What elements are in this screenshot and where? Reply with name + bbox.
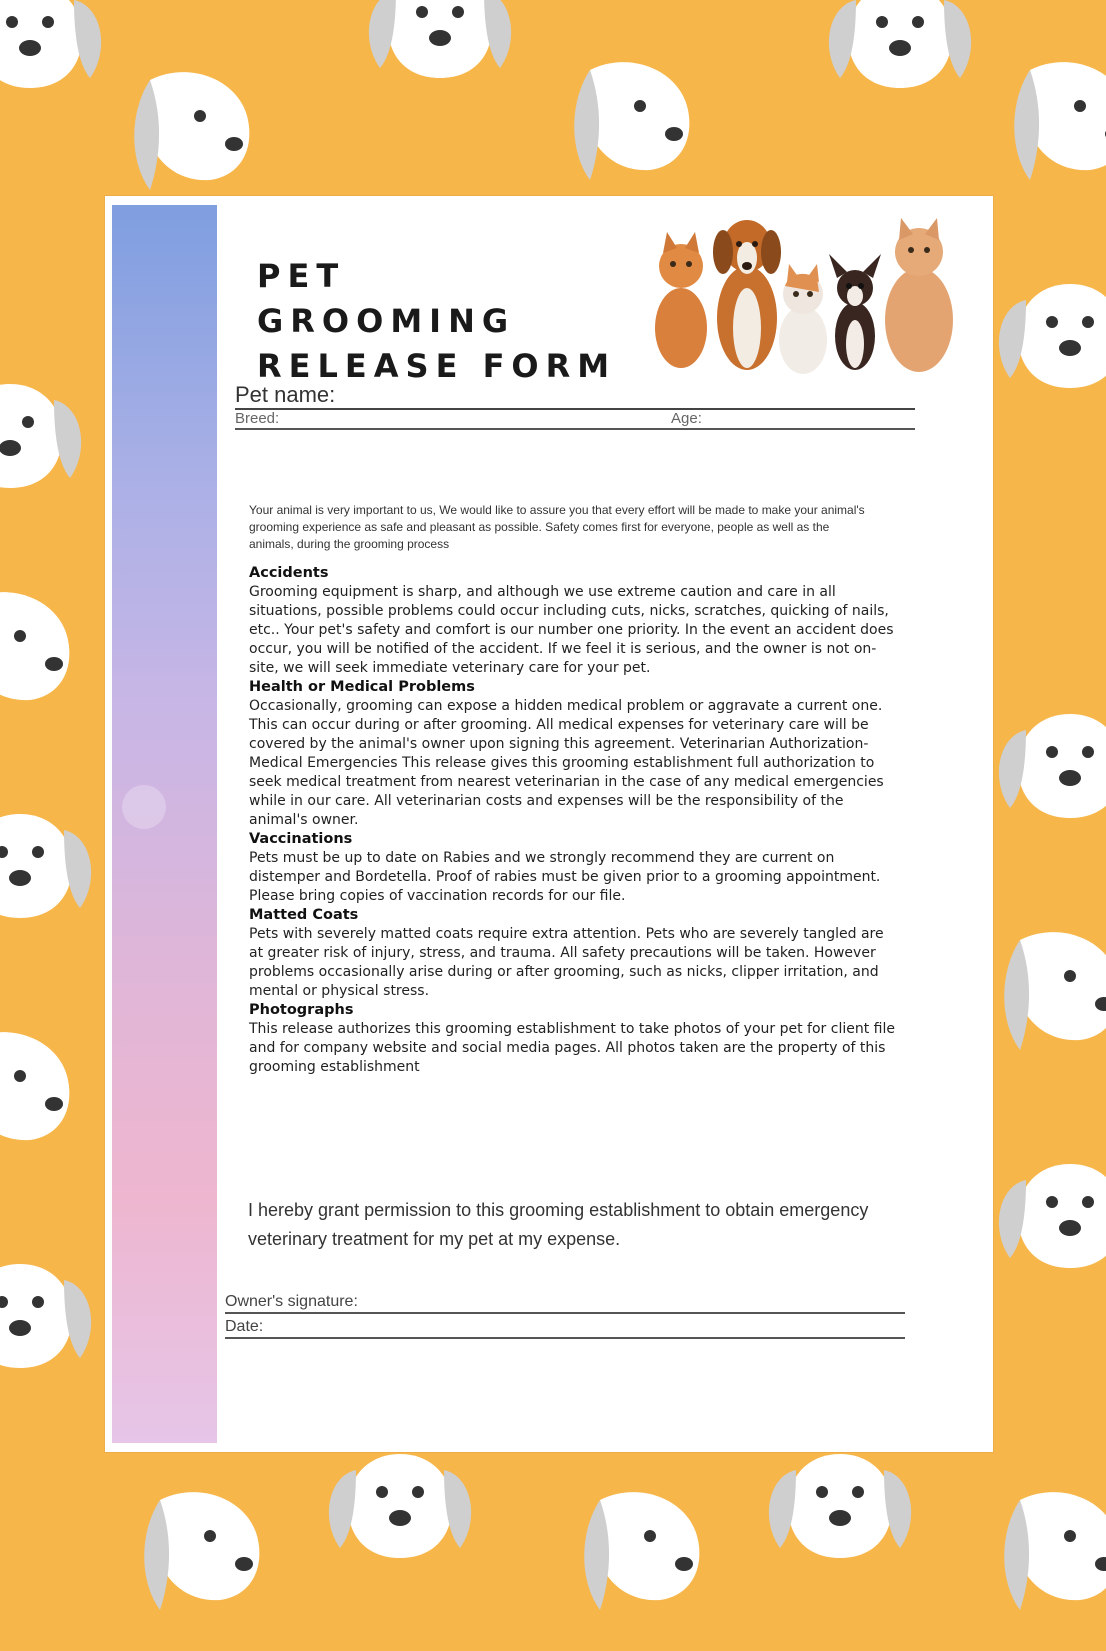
title-line: PET — [257, 257, 346, 295]
beagle-dog-image — [713, 220, 781, 370]
section-heading: Vaccinations — [249, 831, 353, 847]
section-text: This release authorizes this grooming establishment to take photos of your pet for client file and for company website and social media pages. All photos taken are the property of this grooming establishment — [249, 1021, 895, 1075]
pets-photo — [643, 208, 973, 378]
pet-name-field[interactable] — [235, 383, 915, 410]
moon-decoration — [122, 785, 166, 829]
title-line: GROOMING — [257, 302, 516, 340]
gradient-sidebar — [112, 205, 217, 1443]
form-title — [257, 254, 616, 389]
breed-field[interactable] — [235, 410, 675, 430]
owner-signature-field[interactable] — [225, 1292, 905, 1314]
breed-label: Breed: — [235, 410, 280, 427]
section-heading: Health or Medical Problems — [249, 679, 475, 695]
section-text: Pets with severely matted coats require extra attention. Pets who are severely tangled are at greater risk of injury, stress, and trauma. All safety precautions will be taken. However problems occasionally arise during or after grooming, such as nicks, clipper irritation, and mental or physical stress. — [249, 926, 884, 999]
intro-text: Your animal is very important to us, We would like to assure you that every effort will be made to make your animal's grooming experience as safe and pleasant as possible. Safety comes first for everyone, people as well as the animals, during the grooming process — [249, 503, 865, 551]
section-heading: Matted Coats — [249, 907, 359, 923]
section-heading: Accidents — [249, 565, 329, 581]
section-heading: Photographs — [249, 1002, 354, 1018]
age-field[interactable] — [671, 410, 915, 430]
release-form-sheet — [105, 196, 993, 1452]
date-label: Date: — [225, 1318, 264, 1335]
section-text: Occasionally, grooming can expose a hidden medical problem or aggravate a current one. This can occur during or after grooming. All medical expenses for veterinary care will be covered by the animal's owner upon signing this agreement. Veterinarian Authorization-Medical Emergencies This release gives this grooming establishment full authorization to seek medical treatment from nearest veterinarian in the case of any medical emergencies while in our care. All veterinarian costs and expenses will be the responsibility of the animal's owner. — [249, 698, 884, 828]
section-text: Grooming equipment is sharp, and although we use extreme caution and care in all situations, possible problems could occur including cuts, nicks, scratches, quicking of nails, etc.. Your pet's safety and comfort is our number one priority. In the event an accident does occur, you will be notified of the accident. If we feel it is serious, and the owner is not on-site, we will seek immediate veterinary care for your pet. — [249, 584, 894, 676]
pet-name-label: Pet name: — [235, 382, 336, 407]
title-line: RELEASE FORM — [257, 347, 617, 385]
consent-statement: I hereby grant permission to this grooming establishment to obtain emergency veterinary treatment for my pet at my expense. — [248, 1200, 869, 1249]
section-text: Pets must be up to date on Rabies and we strongly recommend they are current on distemper and Bordetella. Proof of rabies must be given prior to a grooming appointment. Please bring copies of vaccination records for our file. — [249, 850, 881, 904]
terms-body — [249, 564, 899, 1077]
date-field[interactable] — [225, 1317, 905, 1339]
owner-signature-label: Owner's signature: — [225, 1293, 358, 1310]
age-label: Age: — [671, 410, 702, 427]
